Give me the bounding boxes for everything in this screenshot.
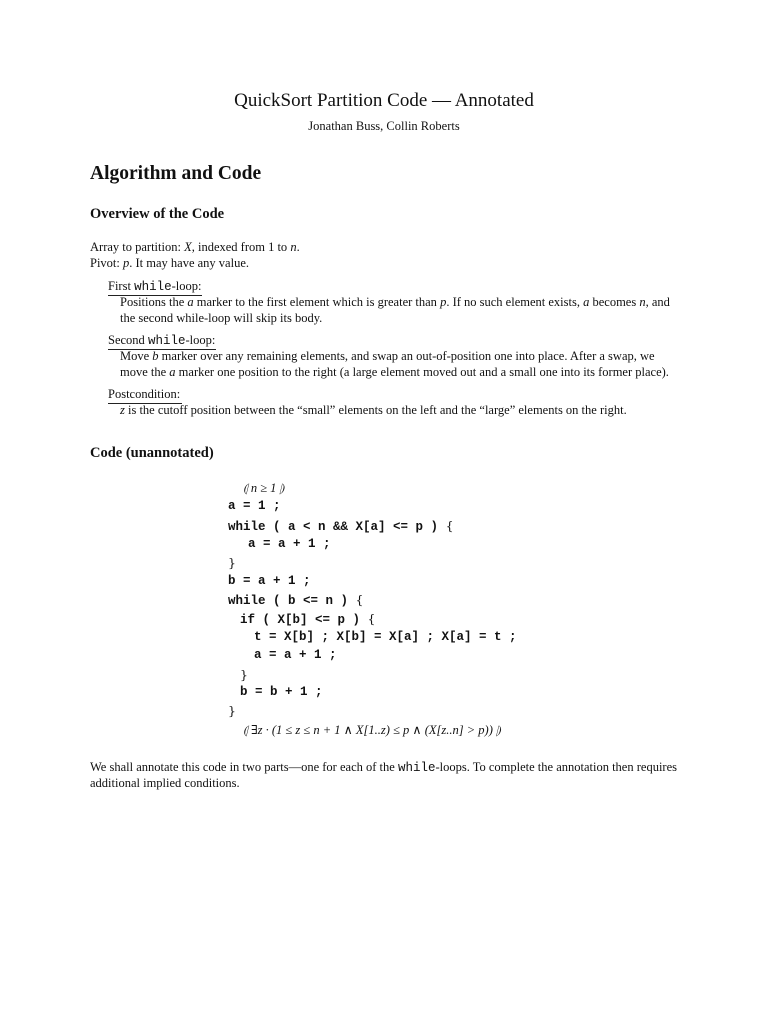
code-line-7: t = X[b] ; X[b] = X[a] ; X[a] = t ; <box>254 630 517 644</box>
open-brace: { <box>355 592 364 607</box>
label-text: First <box>108 279 131 293</box>
code-line-5 <box>228 592 364 608</box>
open-brace: { <box>367 611 376 626</box>
text: marker one position to the right (a large element moved out and a small one into its former place). <box>178 365 669 379</box>
text: Pivot: <box>90 256 120 270</box>
description-label-second-while <box>108 333 215 348</box>
text: , and the second while-loop will skip its body. <box>120 295 670 325</box>
var-a: a <box>169 365 176 379</box>
code-text: while ( a < n && X[a] <= p ) <box>228 520 439 534</box>
close-brace: } <box>228 703 236 718</box>
text: -loops. To complete the annotation then requires <box>435 760 677 774</box>
description-label-first-while <box>108 279 201 294</box>
description-body-second-while <box>120 348 680 380</box>
var-b: b <box>152 349 159 363</box>
code-line-8: a = a + 1 ; <box>254 648 337 662</box>
overview-pivot-line <box>90 256 249 271</box>
var-a: a <box>187 295 194 309</box>
var-p: p <box>123 256 130 270</box>
page-title: QuickSort Partition Code — Annotated <box>234 90 534 111</box>
code-line-6 <box>240 611 376 627</box>
closing-line-1 <box>90 760 677 775</box>
label-text: -loop: <box>185 333 216 347</box>
text: We shall annotate this code in two parts—one for each of the <box>90 760 395 774</box>
text: marker to the first element which is greater than <box>196 295 437 309</box>
close-brace: } <box>240 667 248 682</box>
var-n: n <box>639 295 646 309</box>
inline-code: while <box>397 761 436 775</box>
var-a: a <box>583 295 590 309</box>
label-text: Postcondition: <box>108 387 181 401</box>
overview-array-line <box>90 240 300 255</box>
text: marker over any remaining elements, and swap an out-of-position one into place. After a swap, we move the <box>120 349 655 379</box>
text: . If no such element exists, <box>446 295 580 309</box>
precondition: ⦇ n ≥ 1 ⦈ <box>243 481 285 495</box>
text: , indexed from 1 to <box>191 240 288 254</box>
label-code: while <box>147 334 186 348</box>
code-line-9: b = b + 1 ; <box>240 685 323 699</box>
code-line-2 <box>228 518 454 534</box>
text: Array to partition: <box>90 240 181 254</box>
label-text: -loop: <box>171 279 202 293</box>
text: is the cutoff position between the “small” elements on the left and the “large” elements on the right. <box>128 403 627 417</box>
var-z: z <box>120 403 125 417</box>
description-body-first-while <box>120 294 680 326</box>
description-body-postcondition <box>120 402 680 418</box>
code-line-4: b = a + 1 ; <box>228 574 311 588</box>
text: Move <box>120 349 150 363</box>
subsection-heading-code: Code (unannotated) <box>90 445 214 461</box>
code-line-1: a = 1 ; <box>228 499 281 513</box>
closing-line-2: additional implied conditions. <box>90 776 240 790</box>
code-text: if ( X[b] <= p ) <box>240 613 361 627</box>
label-text: Second <box>108 333 145 347</box>
var-p: p <box>440 295 447 309</box>
section-heading-algorithm: Algorithm and Code <box>90 163 262 184</box>
close-brace: } <box>228 555 236 570</box>
description-label-postcondition <box>108 387 180 402</box>
text: Positions the <box>120 295 185 309</box>
label-code: while <box>134 280 172 294</box>
var-n: n <box>290 240 297 254</box>
text: . <box>296 240 300 254</box>
open-brace: { <box>445 518 454 533</box>
code-line-3: a = a + 1 ; <box>248 537 331 551</box>
text: becomes <box>592 295 637 309</box>
var-x: X <box>184 240 192 254</box>
postcondition: ⦇ ∃z · (1 ≤ z ≤ n + 1 ∧ X[1..z) ≤ p ∧ (X[z..n] > p)) ⦈ <box>243 723 501 737</box>
code-text: while ( b <= n ) <box>228 594 349 608</box>
authors: Jonathan Buss, Collin Roberts <box>308 119 460 133</box>
text: . It may have any value. <box>129 256 249 270</box>
subsection-heading-overview: Overview of the Code <box>90 206 225 222</box>
